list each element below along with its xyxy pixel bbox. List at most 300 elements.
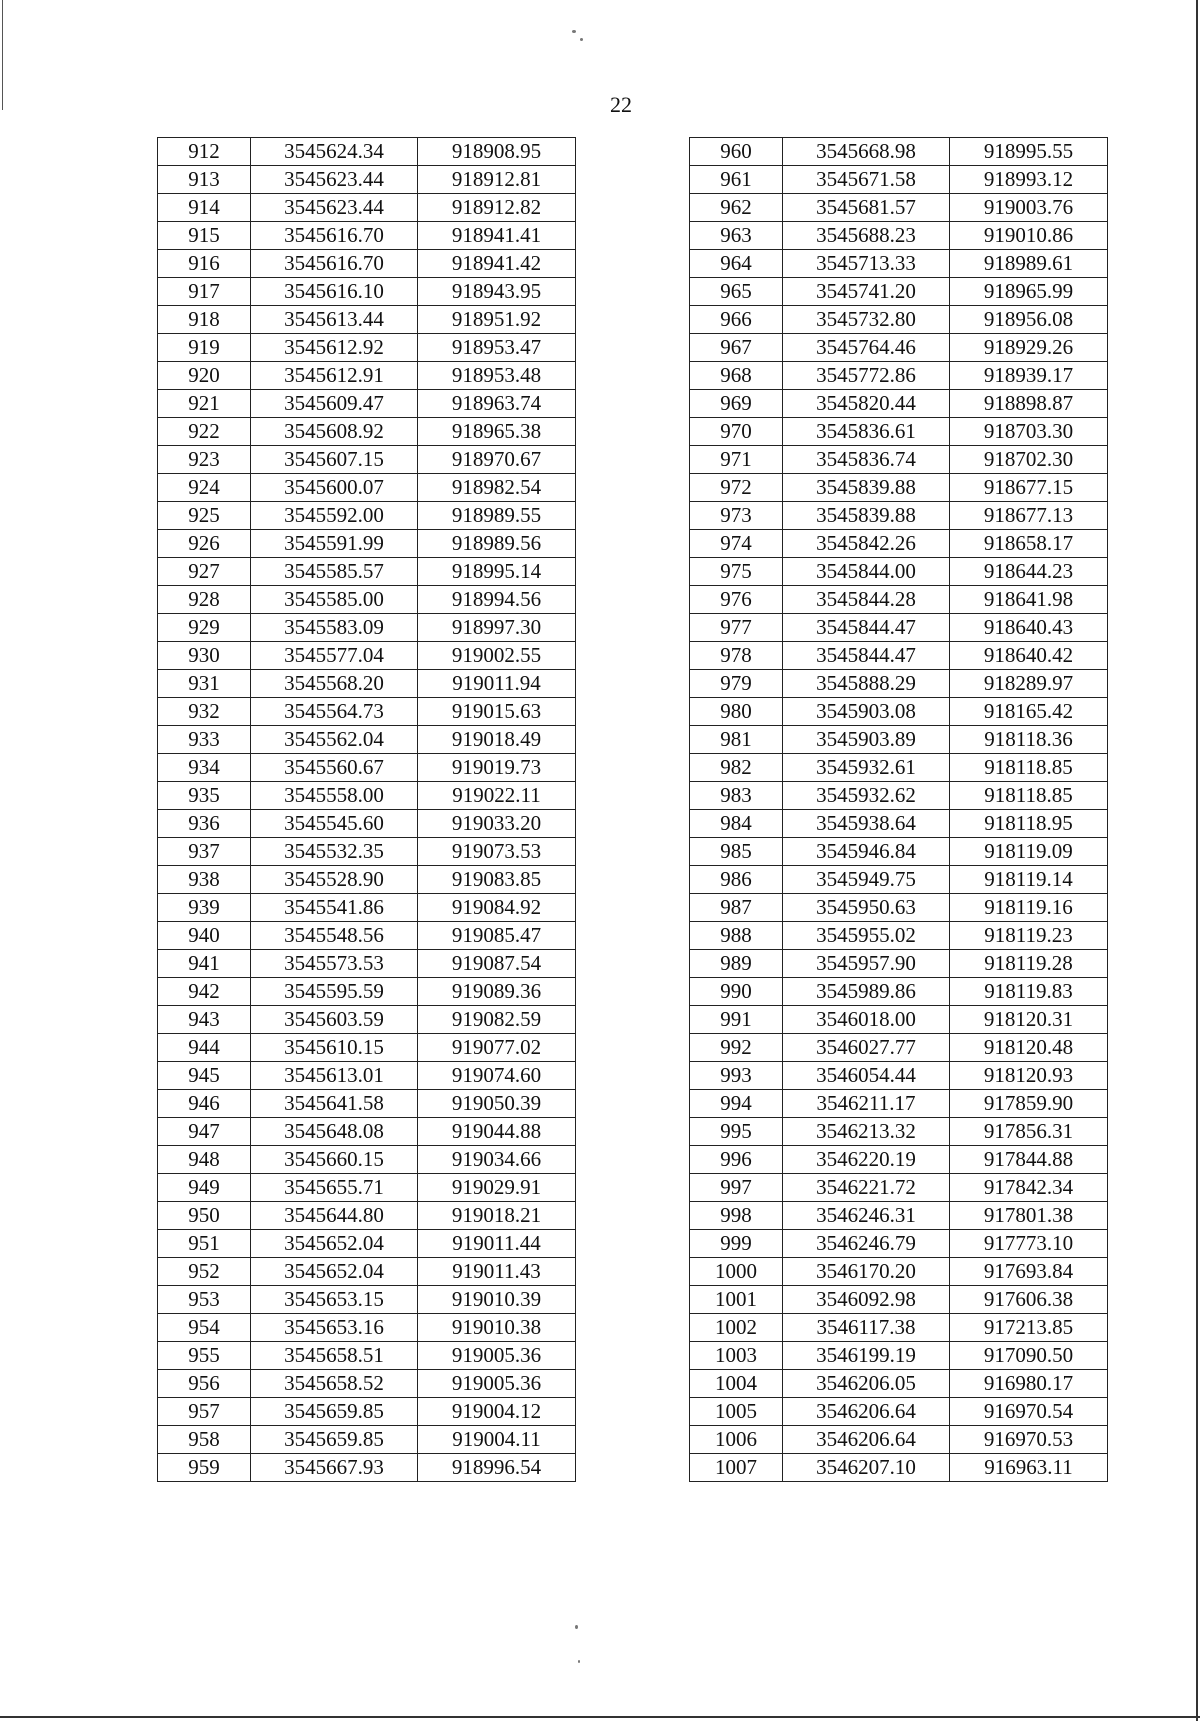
point-number-cell: 964	[690, 250, 783, 278]
y-coordinate-cell: 918994.56	[418, 586, 576, 614]
x-coordinate-cell: 3545820.44	[783, 390, 950, 418]
y-coordinate-cell: 917090.50	[950, 1342, 1108, 1370]
point-number-cell: 984	[690, 810, 783, 838]
x-coordinate-cell: 3545671.58	[783, 166, 950, 194]
y-coordinate-cell: 919019.73	[418, 754, 576, 782]
point-number-cell: 998	[690, 1202, 783, 1230]
table-row	[690, 1202, 1108, 1230]
table-row	[158, 614, 576, 642]
x-coordinate-cell: 3546206.64	[783, 1426, 950, 1454]
point-number-cell: 994	[690, 1090, 783, 1118]
y-coordinate-cell: 919015.63	[418, 698, 576, 726]
y-coordinate-cell: 919011.44	[418, 1230, 576, 1258]
table-row	[690, 558, 1108, 586]
point-number-cell: 934	[158, 754, 251, 782]
point-number-cell: 925	[158, 502, 251, 530]
y-coordinate-cell: 917844.88	[950, 1146, 1108, 1174]
y-coordinate-cell: 918989.55	[418, 502, 576, 530]
y-coordinate-cell: 918996.54	[418, 1454, 576, 1482]
point-number-cell: 949	[158, 1174, 251, 1202]
y-coordinate-cell: 918912.82	[418, 194, 576, 222]
y-coordinate-cell: 919004.11	[418, 1426, 576, 1454]
table-row	[158, 390, 576, 418]
point-number-cell: 927	[158, 558, 251, 586]
point-number-cell: 952	[158, 1258, 251, 1286]
scan-edge-left	[2, 0, 3, 110]
x-coordinate-cell: 3545613.44	[251, 306, 418, 334]
table-row	[690, 782, 1108, 810]
x-coordinate-cell: 3545610.15	[251, 1034, 418, 1062]
point-number-cell: 947	[158, 1118, 251, 1146]
point-number-cell: 942	[158, 978, 251, 1006]
scan-edge-right	[1196, 0, 1198, 1721]
table-row	[158, 1258, 576, 1286]
y-coordinate-cell: 917693.84	[950, 1258, 1108, 1286]
table-row	[158, 558, 576, 586]
table-row	[158, 222, 576, 250]
point-number-cell: 940	[158, 922, 251, 950]
table-row	[158, 306, 576, 334]
y-coordinate-cell: 919011.94	[418, 670, 576, 698]
y-coordinate-cell: 917801.38	[950, 1202, 1108, 1230]
point-number-cell: 1004	[690, 1370, 783, 1398]
x-coordinate-cell: 3545573.53	[251, 950, 418, 978]
table-row	[690, 138, 1108, 166]
point-number-cell: 971	[690, 446, 783, 474]
y-coordinate-cell: 918641.98	[950, 586, 1108, 614]
x-coordinate-cell: 3545616.10	[251, 278, 418, 306]
point-number-cell: 941	[158, 950, 251, 978]
point-number-cell: 976	[690, 586, 783, 614]
point-number-cell: 960	[690, 138, 783, 166]
x-coordinate-cell: 3545562.04	[251, 726, 418, 754]
table-row	[690, 922, 1108, 950]
y-coordinate-cell: 917856.31	[950, 1118, 1108, 1146]
scan-speck	[580, 38, 583, 41]
point-number-cell: 973	[690, 502, 783, 530]
point-number-cell: 989	[690, 950, 783, 978]
x-coordinate-cell: 3545842.26	[783, 530, 950, 558]
table-row	[690, 866, 1108, 894]
y-coordinate-cell: 919085.47	[418, 922, 576, 950]
y-coordinate-cell: 919002.55	[418, 642, 576, 670]
coordinates-table-right	[689, 137, 1108, 1482]
point-number-cell: 990	[690, 978, 783, 1006]
y-coordinate-cell: 919010.39	[418, 1286, 576, 1314]
scan-edge-bottom	[0, 1716, 1200, 1718]
y-coordinate-cell: 917773.10	[950, 1230, 1108, 1258]
table-row	[690, 894, 1108, 922]
table-row	[690, 306, 1108, 334]
point-number-cell: 963	[690, 222, 783, 250]
y-coordinate-cell: 919018.49	[418, 726, 576, 754]
y-coordinate-cell: 918120.48	[950, 1034, 1108, 1062]
table-row	[158, 670, 576, 698]
table-row	[690, 614, 1108, 642]
x-coordinate-cell: 3545741.20	[783, 278, 950, 306]
point-number-cell: 921	[158, 390, 251, 418]
x-coordinate-cell: 3546206.05	[783, 1370, 950, 1398]
y-coordinate-cell: 918165.42	[950, 698, 1108, 726]
x-coordinate-cell: 3545949.75	[783, 866, 950, 894]
x-coordinate-cell: 3545583.09	[251, 614, 418, 642]
table-row	[690, 642, 1108, 670]
table-row	[158, 446, 576, 474]
table-row	[690, 334, 1108, 362]
y-coordinate-cell: 918953.47	[418, 334, 576, 362]
y-coordinate-cell: 918963.74	[418, 390, 576, 418]
point-number-cell: 961	[690, 166, 783, 194]
x-coordinate-cell: 3545607.15	[251, 446, 418, 474]
y-coordinate-cell: 919011.43	[418, 1258, 576, 1286]
table-row	[158, 838, 576, 866]
point-number-cell: 918	[158, 306, 251, 334]
y-coordinate-cell: 918943.95	[418, 278, 576, 306]
table-row	[158, 250, 576, 278]
x-coordinate-cell: 3546246.79	[783, 1230, 950, 1258]
x-coordinate-cell: 3546054.44	[783, 1062, 950, 1090]
table-row	[158, 418, 576, 446]
y-coordinate-cell: 918929.26	[950, 334, 1108, 362]
x-coordinate-cell: 3545603.59	[251, 1006, 418, 1034]
x-coordinate-cell: 3545950.63	[783, 894, 950, 922]
x-coordinate-cell: 3545667.93	[251, 1454, 418, 1482]
x-coordinate-cell: 3545844.47	[783, 614, 950, 642]
y-coordinate-cell: 919083.85	[418, 866, 576, 894]
point-number-cell: 948	[158, 1146, 251, 1174]
table-row	[690, 698, 1108, 726]
x-coordinate-cell: 3545545.60	[251, 810, 418, 838]
x-coordinate-cell: 3545903.08	[783, 698, 950, 726]
point-number-cell: 935	[158, 782, 251, 810]
table-row	[690, 726, 1108, 754]
x-coordinate-cell: 3545591.99	[251, 530, 418, 558]
y-coordinate-cell: 916980.17	[950, 1370, 1108, 1398]
y-coordinate-cell: 918989.56	[418, 530, 576, 558]
point-number-cell: 923	[158, 446, 251, 474]
point-number-cell: 928	[158, 586, 251, 614]
table-row	[158, 530, 576, 558]
table-row	[690, 1062, 1108, 1090]
x-coordinate-cell: 3545624.34	[251, 138, 418, 166]
table-row	[158, 950, 576, 978]
table-row	[690, 502, 1108, 530]
point-number-cell: 931	[158, 670, 251, 698]
x-coordinate-cell: 3545836.61	[783, 418, 950, 446]
table-row	[690, 250, 1108, 278]
point-number-cell: 1000	[690, 1258, 783, 1286]
point-number-cell: 929	[158, 614, 251, 642]
table-row	[158, 1286, 576, 1314]
table-row	[690, 1314, 1108, 1342]
y-coordinate-cell: 918677.13	[950, 502, 1108, 530]
x-coordinate-cell: 3545612.92	[251, 334, 418, 362]
x-coordinate-cell: 3545577.04	[251, 642, 418, 670]
table-row	[158, 1314, 576, 1342]
x-coordinate-cell: 3545652.04	[251, 1230, 418, 1258]
table-row	[158, 1146, 576, 1174]
point-number-cell: 993	[690, 1062, 783, 1090]
y-coordinate-cell: 919004.12	[418, 1398, 576, 1426]
table-row	[690, 1258, 1108, 1286]
x-coordinate-cell: 3546117.38	[783, 1314, 950, 1342]
y-coordinate-cell: 917213.85	[950, 1314, 1108, 1342]
x-coordinate-cell: 3545623.44	[251, 194, 418, 222]
x-coordinate-cell: 3545608.92	[251, 418, 418, 446]
y-coordinate-cell: 918120.93	[950, 1062, 1108, 1090]
x-coordinate-cell: 3545989.86	[783, 978, 950, 1006]
x-coordinate-cell: 3545839.88	[783, 502, 950, 530]
table-row	[690, 1230, 1108, 1258]
point-number-cell: 946	[158, 1090, 251, 1118]
y-coordinate-cell: 918118.85	[950, 782, 1108, 810]
x-coordinate-cell: 3545528.90	[251, 866, 418, 894]
y-coordinate-cell: 918965.99	[950, 278, 1108, 306]
table-row	[690, 222, 1108, 250]
scan-speck	[572, 30, 576, 33]
x-coordinate-cell: 3545616.70	[251, 222, 418, 250]
y-coordinate-cell: 918119.83	[950, 978, 1108, 1006]
y-coordinate-cell: 918997.30	[418, 614, 576, 642]
point-number-cell: 988	[690, 922, 783, 950]
x-coordinate-cell: 3545585.00	[251, 586, 418, 614]
point-number-cell: 1006	[690, 1426, 783, 1454]
y-coordinate-cell: 919033.20	[418, 810, 576, 838]
table-row	[690, 978, 1108, 1006]
point-number-cell: 913	[158, 166, 251, 194]
x-coordinate-cell: 3545641.58	[251, 1090, 418, 1118]
x-coordinate-cell: 3545585.57	[251, 558, 418, 586]
point-number-cell: 986	[690, 866, 783, 894]
table-row	[158, 698, 576, 726]
point-number-cell: 924	[158, 474, 251, 502]
point-number-cell: 922	[158, 418, 251, 446]
point-number-cell: 951	[158, 1230, 251, 1258]
x-coordinate-cell: 3545839.88	[783, 474, 950, 502]
point-number-cell: 969	[690, 390, 783, 418]
point-number-cell: 919	[158, 334, 251, 362]
y-coordinate-cell: 919018.21	[418, 1202, 576, 1230]
table-row	[690, 1174, 1108, 1202]
point-number-cell: 1005	[690, 1398, 783, 1426]
x-coordinate-cell: 3545844.00	[783, 558, 950, 586]
x-coordinate-cell: 3545652.04	[251, 1258, 418, 1286]
y-coordinate-cell: 918640.42	[950, 642, 1108, 670]
point-number-cell: 1003	[690, 1342, 783, 1370]
point-number-cell: 991	[690, 1006, 783, 1034]
table-row	[158, 1062, 576, 1090]
point-number-cell: 978	[690, 642, 783, 670]
table-row	[158, 894, 576, 922]
x-coordinate-cell: 3546206.64	[783, 1398, 950, 1426]
scan-speck	[575, 1625, 578, 1629]
y-coordinate-cell: 918898.87	[950, 390, 1108, 418]
y-coordinate-cell: 918982.54	[418, 474, 576, 502]
point-number-cell: 957	[158, 1398, 251, 1426]
table-row	[158, 1342, 576, 1370]
table-row	[158, 166, 576, 194]
table-row	[690, 474, 1108, 502]
table-row	[690, 754, 1108, 782]
table-row	[158, 1426, 576, 1454]
x-coordinate-cell: 3545655.71	[251, 1174, 418, 1202]
point-number-cell: 977	[690, 614, 783, 642]
y-coordinate-cell: 918644.23	[950, 558, 1108, 586]
table-row	[690, 166, 1108, 194]
point-number-cell: 920	[158, 362, 251, 390]
y-coordinate-cell: 918119.16	[950, 894, 1108, 922]
x-coordinate-cell: 3545616.70	[251, 250, 418, 278]
x-coordinate-cell: 3545732.80	[783, 306, 950, 334]
table-row	[158, 138, 576, 166]
y-coordinate-cell: 916970.54	[950, 1398, 1108, 1426]
table-row	[158, 754, 576, 782]
table-row	[158, 726, 576, 754]
x-coordinate-cell: 3545932.62	[783, 782, 950, 810]
x-coordinate-cell: 3546170.20	[783, 1258, 950, 1286]
y-coordinate-cell: 917606.38	[950, 1286, 1108, 1314]
table-row	[158, 334, 576, 362]
x-coordinate-cell: 3546221.72	[783, 1174, 950, 1202]
point-number-cell: 985	[690, 838, 783, 866]
y-coordinate-cell: 919034.66	[418, 1146, 576, 1174]
point-number-cell: 944	[158, 1034, 251, 1062]
y-coordinate-cell: 919077.02	[418, 1034, 576, 1062]
y-coordinate-cell: 918677.15	[950, 474, 1108, 502]
table-row	[690, 1006, 1108, 1034]
x-coordinate-cell: 3545653.15	[251, 1286, 418, 1314]
table-row	[690, 446, 1108, 474]
point-number-cell: 992	[690, 1034, 783, 1062]
point-number-cell: 936	[158, 810, 251, 838]
y-coordinate-cell: 919010.38	[418, 1314, 576, 1342]
y-coordinate-cell: 918908.95	[418, 138, 576, 166]
point-number-cell: 950	[158, 1202, 251, 1230]
table-row	[690, 1342, 1108, 1370]
y-coordinate-cell: 919029.91	[418, 1174, 576, 1202]
y-coordinate-cell: 918289.97	[950, 670, 1108, 698]
y-coordinate-cell: 919022.11	[418, 782, 576, 810]
table-row	[158, 1006, 576, 1034]
x-coordinate-cell: 3545844.47	[783, 642, 950, 670]
y-coordinate-cell: 919074.60	[418, 1062, 576, 1090]
point-number-cell: 967	[690, 334, 783, 362]
x-coordinate-cell: 3546213.32	[783, 1118, 950, 1146]
point-number-cell: 966	[690, 306, 783, 334]
point-number-cell: 999	[690, 1230, 783, 1258]
x-coordinate-cell: 3545844.28	[783, 586, 950, 614]
table-row	[690, 1118, 1108, 1146]
y-coordinate-cell: 918956.08	[950, 306, 1108, 334]
y-coordinate-cell: 917859.90	[950, 1090, 1108, 1118]
table-row	[158, 642, 576, 670]
x-coordinate-cell: 3545713.33	[783, 250, 950, 278]
table-row	[690, 1398, 1108, 1426]
point-number-cell: 959	[158, 1454, 251, 1482]
point-number-cell: 916	[158, 250, 251, 278]
table-row	[158, 782, 576, 810]
x-coordinate-cell: 3546092.98	[783, 1286, 950, 1314]
x-coordinate-cell: 3545558.00	[251, 782, 418, 810]
y-coordinate-cell: 919003.76	[950, 194, 1108, 222]
y-coordinate-cell: 919073.53	[418, 838, 576, 866]
y-coordinate-cell: 919044.88	[418, 1118, 576, 1146]
page-number: 22	[610, 92, 632, 117]
table-row	[690, 1090, 1108, 1118]
x-coordinate-cell: 3545623.44	[251, 166, 418, 194]
table-row	[158, 1370, 576, 1398]
x-coordinate-cell: 3545644.80	[251, 1202, 418, 1230]
x-coordinate-cell: 3545957.90	[783, 950, 950, 978]
x-coordinate-cell: 3545938.64	[783, 810, 950, 838]
x-coordinate-cell: 3545658.52	[251, 1370, 418, 1398]
y-coordinate-cell: 916963.11	[950, 1454, 1108, 1482]
x-coordinate-cell: 3545903.89	[783, 726, 950, 754]
table-row	[690, 1286, 1108, 1314]
table-row	[690, 1034, 1108, 1062]
point-number-cell: 933	[158, 726, 251, 754]
table-row	[690, 362, 1108, 390]
point-number-cell: 958	[158, 1426, 251, 1454]
table-row	[690, 586, 1108, 614]
x-coordinate-cell: 3546211.17	[783, 1090, 950, 1118]
x-coordinate-cell: 3545548.56	[251, 922, 418, 950]
x-coordinate-cell: 3545688.23	[783, 222, 950, 250]
y-coordinate-cell: 919082.59	[418, 1006, 576, 1034]
point-number-cell: 962	[690, 194, 783, 222]
x-coordinate-cell: 3545772.86	[783, 362, 950, 390]
point-number-cell: 926	[158, 530, 251, 558]
x-coordinate-cell: 3545653.16	[251, 1314, 418, 1342]
table-row	[690, 1454, 1108, 1482]
x-coordinate-cell: 3545946.84	[783, 838, 950, 866]
point-number-cell: 955	[158, 1342, 251, 1370]
x-coordinate-cell: 3545560.67	[251, 754, 418, 782]
table-row	[690, 1146, 1108, 1174]
point-number-cell: 917	[158, 278, 251, 306]
x-coordinate-cell: 3545592.00	[251, 502, 418, 530]
point-number-cell: 965	[690, 278, 783, 306]
y-coordinate-cell: 918658.17	[950, 530, 1108, 558]
x-coordinate-cell: 3545595.59	[251, 978, 418, 1006]
table-row	[158, 194, 576, 222]
table-row	[158, 810, 576, 838]
y-coordinate-cell: 918989.61	[950, 250, 1108, 278]
point-number-cell: 914	[158, 194, 251, 222]
point-number-cell: 1007	[690, 1454, 783, 1482]
table-row	[158, 1174, 576, 1202]
x-coordinate-cell: 3546018.00	[783, 1006, 950, 1034]
point-number-cell: 945	[158, 1062, 251, 1090]
point-number-cell: 937	[158, 838, 251, 866]
point-number-cell: 997	[690, 1174, 783, 1202]
point-number-cell: 970	[690, 418, 783, 446]
table-row	[690, 950, 1108, 978]
table-row	[158, 502, 576, 530]
table-row	[158, 278, 576, 306]
point-number-cell: 915	[158, 222, 251, 250]
x-coordinate-cell: 3545541.86	[251, 894, 418, 922]
y-coordinate-cell: 918119.28	[950, 950, 1108, 978]
y-coordinate-cell: 918120.31	[950, 1006, 1108, 1034]
point-number-cell: 932	[158, 698, 251, 726]
y-coordinate-cell: 918119.14	[950, 866, 1108, 894]
y-coordinate-cell: 918912.81	[418, 166, 576, 194]
point-number-cell: 979	[690, 670, 783, 698]
x-coordinate-cell: 3546199.19	[783, 1342, 950, 1370]
y-coordinate-cell: 918941.42	[418, 250, 576, 278]
x-coordinate-cell: 3546027.77	[783, 1034, 950, 1062]
